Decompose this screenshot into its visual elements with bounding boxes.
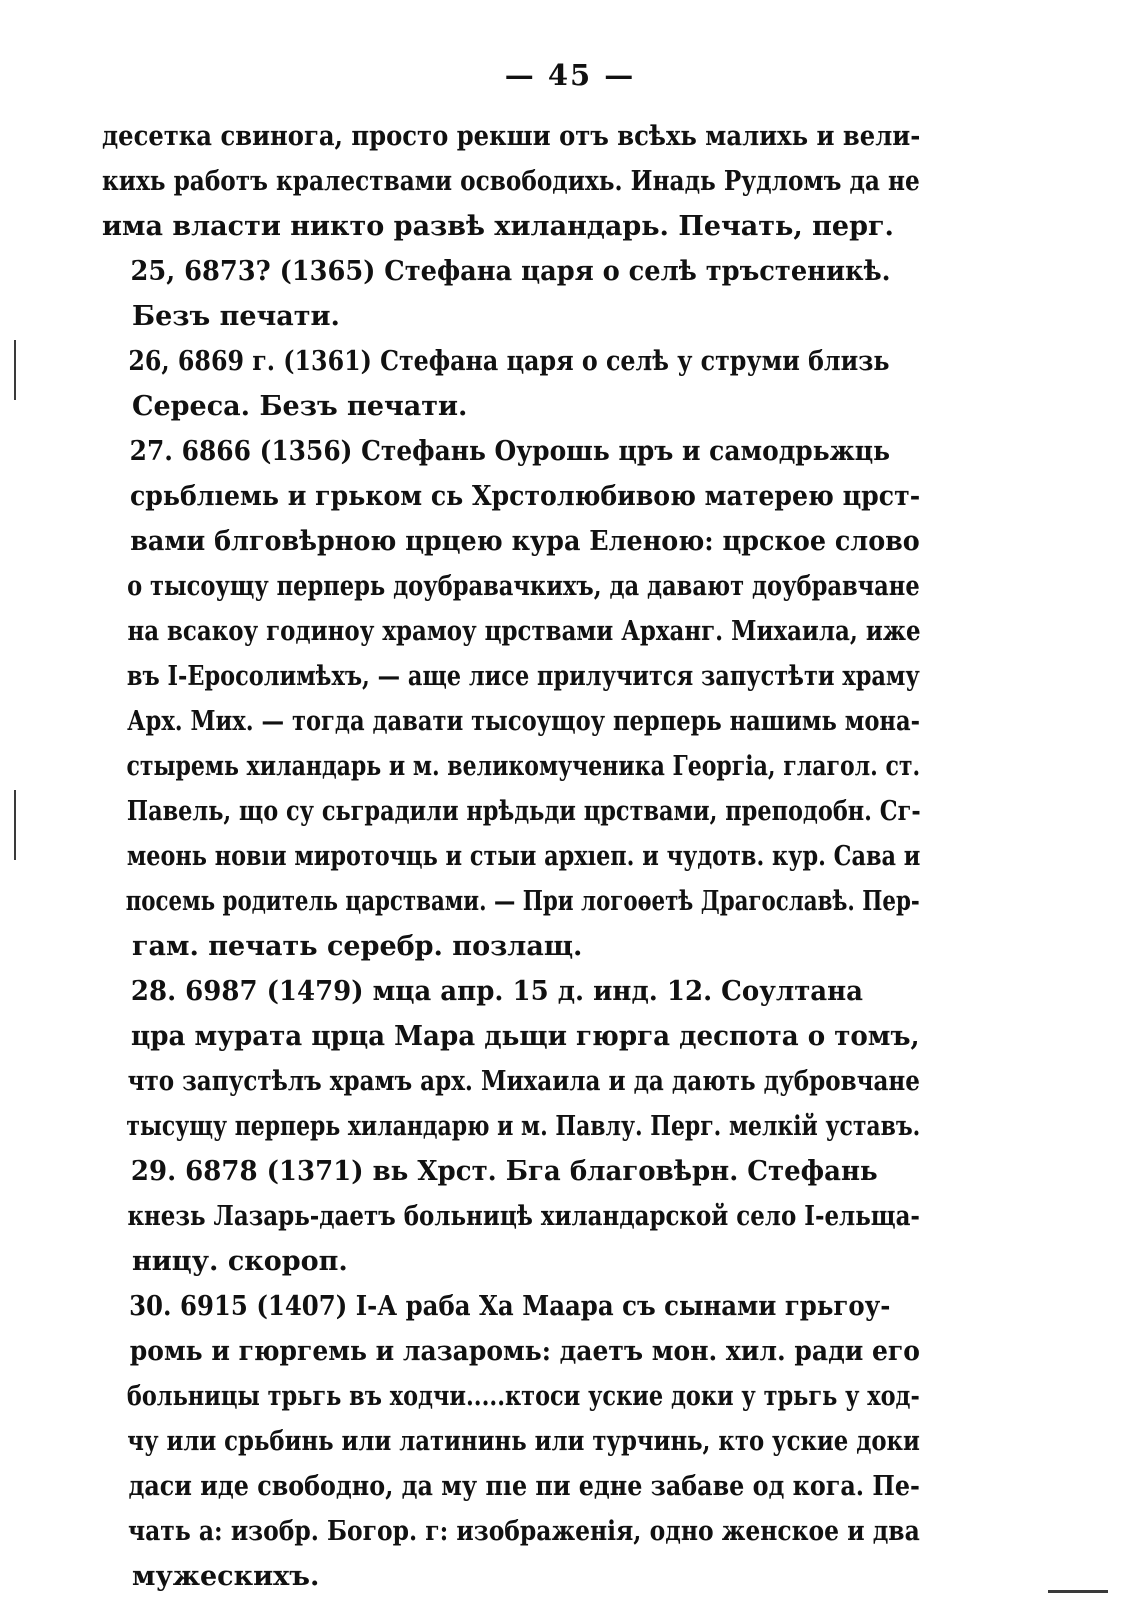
text-line: десетка свинога, просто рекши отъ всѣхь малихь и вели- (102, 121, 921, 152)
text-line: что запустѣлъ храмъ арх. Михаила и да дають дубровчане (127, 1066, 920, 1097)
scan-artifact-line (14, 790, 16, 860)
text-line: 29. 6878 (1371) вь Хрст. Бга благовѣрн. Стефань (130, 1156, 878, 1187)
text-line: кихь работъ кралествами освободихь. Инадь Рудломъ да не (102, 166, 920, 197)
text-line: 28. 6987 (1479) мца апр. 15 д. инд. 12. Соултана (130, 976, 864, 1007)
text-line: на всакоу годиноу храмоу црствами Арханг. Михаила, иже (127, 616, 921, 647)
text-line: мужескихъ. (132, 1561, 320, 1592)
paragraph (102, 339, 920, 429)
text-line: тысущу перперь хиландарю и м. Павлу. Перг. мелкій уставъ. (126, 1111, 921, 1142)
scan-artifact-dash (1048, 1590, 1108, 1593)
scan-artifact-line (14, 340, 16, 400)
text-line: 30. 6915 (1407) І-А раба Ха Маара съ сынами грьгоу- (129, 1291, 891, 1322)
text-line: вами блговѣрною црцею кура Еленою: црское слово (130, 526, 920, 557)
text-line: стыремь хиландарь и м. великомученика Георгіа, глагол. ст. (126, 751, 921, 782)
text-line: срьблıемь и грьком сь Хрстолюбивою матерею црст- (129, 481, 921, 512)
text-line: чу или срьбинь или латининь или турчинь, кто уские доки (127, 1426, 920, 1457)
paragraph (102, 969, 920, 1149)
text-line: меонь новıи мироточць и стыи архıеп. и чудотв. кур. Сава и (126, 841, 921, 872)
text-line: Сереса. Безъ печати. (132, 391, 468, 422)
paragraph (102, 249, 920, 339)
text-line: 26, 6869 г. (1361) Стефана царя о селѣ у струми близь (128, 346, 890, 377)
text-line: ницу. скороп. (132, 1246, 348, 1277)
text-line: Арх. Мих. — тогда давати тысоущоу перперь нашимь мона- (127, 706, 920, 737)
text-line: 25, 6873? (1365) Стефана царя о селѣ тръстеникѣ. (130, 256, 891, 287)
text-line: Павель, що су сьградили нрѣдьди црствами, преподобн. Сг- (126, 796, 921, 827)
text-line: цра мурата црца Мара дьщи гюрга деспота о томъ, (131, 1021, 920, 1052)
page-number: — 45 — (504, 58, 636, 92)
text-line: даси иде свободно, да му пıе пи едне забаве од кога. Пе- (128, 1471, 920, 1502)
text-line: въ І-Еросолимѣхъ, — аще лисе прилучится запустѣти храму (126, 661, 920, 692)
text-line: гам. печать серебр. позлащ. (132, 931, 583, 962)
text-line: кнезь Лазарь-даетъ больницѣ хиландарской село І-ельща- (127, 1201, 920, 1232)
paragraph (102, 1149, 920, 1284)
paragraph (102, 114, 920, 249)
text-line: больницы трьгь въ ходчи.....ктоси уские доки у трьгь у ход- (126, 1381, 920, 1412)
text-line: ромь и гюргемь и лазаромь: даетъ мон. хил. ради его (129, 1336, 920, 1367)
text-line: чать а: изобр. Богор. г: изображенія, одно женское и два (128, 1516, 920, 1547)
paragraph (102, 429, 920, 969)
text-line: о тысоущу перперь доубравачкихъ, да давают доубравчане (127, 571, 920, 602)
document-body (102, 114, 920, 1599)
paragraph (102, 1284, 920, 1599)
text-line: има власти никто развѣ хиландарь. Печать, перг. (102, 211, 894, 242)
text-line: Безъ печати. (132, 301, 340, 332)
text-line: посемь родитель царствами. — При логоѳетѣ Драгославѣ. Пер- (125, 886, 920, 917)
text-line: 27. 6866 (1356) Стефань Оурошь цръ и самодрьжць (129, 436, 891, 467)
